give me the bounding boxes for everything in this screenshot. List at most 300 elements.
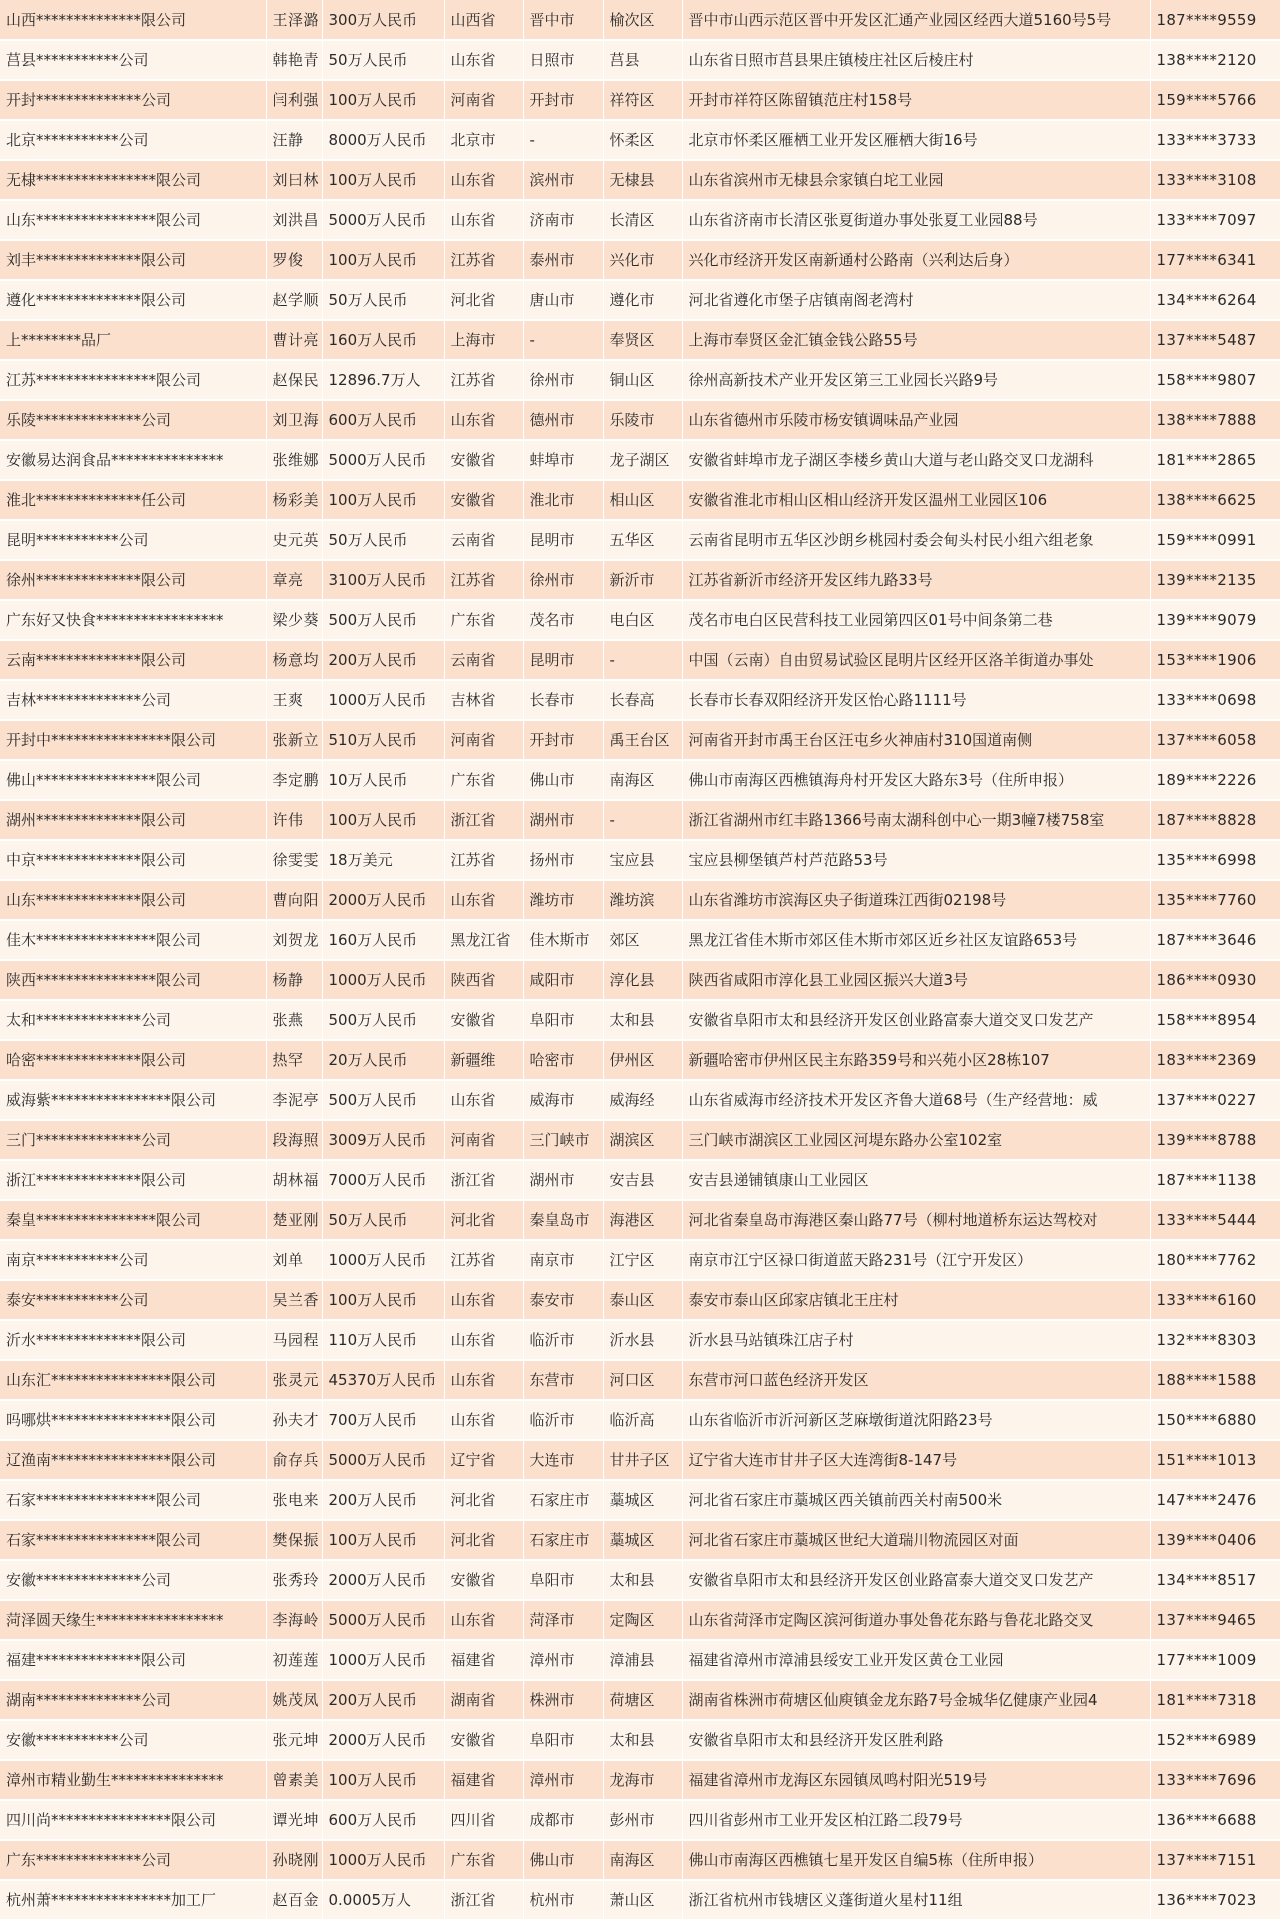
contact-name-cell[interactable]: 热罕 [266,1040,322,1080]
city-cell[interactable]: 石家庄市 [523,1520,603,1560]
company-name-cell[interactable]: 石家****************限公司 [0,1520,266,1560]
registered-capital-cell[interactable]: 160万人民币 [322,320,444,360]
address-cell[interactable]: 河北省石家庄市藁城区世纪大道瑞川物流园区对面 [682,1520,1150,1560]
phone-cell[interactable]: 137****6058 [1150,720,1280,760]
city-cell[interactable]: 昆明市 [523,640,603,680]
city-cell[interactable]: 蚌埠市 [523,440,603,480]
province-cell[interactable]: 浙江省 [444,1880,523,1920]
registered-capital-cell[interactable]: 1000万人民币 [322,1640,444,1680]
city-cell[interactable]: 泰州市 [523,240,603,280]
contact-name-cell[interactable]: 徐雯雯 [266,840,322,880]
phone-cell[interactable]: 133****3733 [1150,120,1280,160]
company-name-cell[interactable]: 江苏****************限公司 [0,360,266,400]
phone-cell[interactable]: 134****6264 [1150,280,1280,320]
district-cell[interactable]: 龙海市 [603,1760,682,1800]
address-cell[interactable]: 开封市祥符区陈留镇范庄村158号 [682,80,1150,120]
address-cell[interactable]: 晋中市山西示范区晋中开发区汇通产业园区经西大道5160号5号 [682,0,1150,40]
phone-cell[interactable]: 186****0930 [1150,960,1280,1000]
phone-cell[interactable]: 134****8517 [1150,1560,1280,1600]
city-cell[interactable]: 哈密市 [523,1040,603,1080]
registered-capital-cell[interactable]: 1000万人民币 [322,1240,444,1280]
district-cell[interactable]: 沂水县 [603,1320,682,1360]
contact-name-cell[interactable]: 李海岭 [266,1600,322,1640]
district-cell[interactable]: 荷塘区 [603,1680,682,1720]
address-cell[interactable]: 黑龙江省佳木斯市郊区佳木斯市郊区近乡社区友谊路653号 [682,920,1150,960]
address-cell[interactable]: 山东省德州市乐陵市杨安镇调味品产业园 [682,400,1150,440]
phone-cell[interactable]: 139****2135 [1150,560,1280,600]
district-cell[interactable]: 定陶区 [603,1600,682,1640]
city-cell[interactable]: 湖州市 [523,1160,603,1200]
city-cell[interactable]: 泰安市 [523,1280,603,1320]
address-cell[interactable]: 山东省威海市经济技术开发区齐鲁大道68号（生产经营地：威 [682,1080,1150,1120]
contact-name-cell[interactable]: 孙夫才 [266,1400,322,1440]
contact-name-cell[interactable]: 孙晓刚 [266,1840,322,1880]
registered-capital-cell[interactable]: 5000万人民币 [322,200,444,240]
province-cell[interactable]: 山东省 [444,1080,523,1120]
phone-cell[interactable]: 137****0227 [1150,1080,1280,1120]
address-cell[interactable]: 中国（云南）自由贸易试验区昆明片区经开区洛羊街道办事处 [682,640,1150,680]
province-cell[interactable]: 辽宁省 [444,1440,523,1480]
address-cell[interactable]: 河南省开封市禹王台区汪屯乡火神庙村310国道南侧 [682,720,1150,760]
city-cell[interactable]: 佛山市 [523,760,603,800]
province-cell[interactable]: 安徽省 [444,480,523,520]
district-cell[interactable]: 南海区 [603,760,682,800]
registered-capital-cell[interactable]: 500万人民币 [322,1000,444,1040]
address-cell[interactable]: 云南省昆明市五华区沙朗乡桃园村委会甸头村民小组六组老象 [682,520,1150,560]
contact-name-cell[interactable]: 张燕 [266,1000,322,1040]
province-cell[interactable]: 河北省 [444,280,523,320]
registered-capital-cell[interactable]: 20万人民币 [322,1040,444,1080]
province-cell[interactable]: 山东省 [444,1600,523,1640]
company-name-cell[interactable]: 山东****************限公司 [0,200,266,240]
contact-name-cell[interactable]: 刘单 [266,1240,322,1280]
city-cell[interactable]: 杭州市 [523,1880,603,1920]
district-cell[interactable]: 新沂市 [603,560,682,600]
phone-cell[interactable]: 183****2369 [1150,1040,1280,1080]
city-cell[interactable]: 德州市 [523,400,603,440]
province-cell[interactable]: 浙江省 [444,800,523,840]
contact-name-cell[interactable]: 姚茂凤 [266,1680,322,1720]
district-cell[interactable]: 宝应县 [603,840,682,880]
registered-capital-cell[interactable]: 2000万人民币 [322,880,444,920]
district-cell[interactable]: 泰山区 [603,1280,682,1320]
city-cell[interactable]: 潍坊市 [523,880,603,920]
district-cell[interactable]: 萧山区 [603,1880,682,1920]
phone-cell[interactable]: 133****7696 [1150,1760,1280,1800]
city-cell[interactable]: 漳州市 [523,1760,603,1800]
address-cell[interactable]: 福建省漳州市漳浦县绥安工业开发区黄仓工业园 [682,1640,1150,1680]
district-cell[interactable]: 漳浦县 [603,1640,682,1680]
registered-capital-cell[interactable]: 2000万人民币 [322,1560,444,1600]
contact-name-cell[interactable]: 杨静 [266,960,322,1000]
registered-capital-cell[interactable]: 200万人民币 [322,1480,444,1520]
province-cell[interactable]: 安徽省 [444,440,523,480]
contact-name-cell[interactable]: 俞存兵 [266,1440,322,1480]
city-cell[interactable]: 佛山市 [523,1840,603,1880]
contact-name-cell[interactable]: 赵百金 [266,1880,322,1920]
province-cell[interactable]: 四川省 [444,1800,523,1840]
address-cell[interactable]: 湖南省株洲市荷塘区仙庾镇金龙东路7号金城华亿健康产业园4 [682,1680,1150,1720]
district-cell[interactable]: 江宁区 [603,1240,682,1280]
phone-cell[interactable]: 133****5444 [1150,1200,1280,1240]
address-cell[interactable]: 山东省滨州市无棣县佘家镇白坨工业园 [682,160,1150,200]
registered-capital-cell[interactable]: 5000万人民币 [322,440,444,480]
registered-capital-cell[interactable]: 5000万人民币 [322,1600,444,1640]
district-cell[interactable]: 兴化市 [603,240,682,280]
district-cell[interactable]: 五华区 [603,520,682,560]
province-cell[interactable]: 山东省 [444,400,523,440]
registered-capital-cell[interactable]: 5000万人民币 [322,1440,444,1480]
contact-name-cell[interactable]: 张元坤 [266,1720,322,1760]
registered-capital-cell[interactable]: 1000万人民币 [322,960,444,1000]
company-name-cell[interactable]: 漳州市精业勤生*************** [0,1760,266,1800]
company-name-cell[interactable]: 三门**************公司 [0,1120,266,1160]
address-cell[interactable]: 安徽省阜阳市太和县经济开发区创业路富泰大道交叉口发艺产 [682,1560,1150,1600]
company-name-cell[interactable]: 莒县***********公司 [0,40,266,80]
address-cell[interactable]: 四川省彭州市工业开发区柏江路二段79号 [682,1800,1150,1840]
phone-cell[interactable]: 152****6989 [1150,1720,1280,1760]
contact-name-cell[interactable]: 樊保振 [266,1520,322,1560]
province-cell[interactable]: 黑龙江省 [444,920,523,960]
registered-capital-cell[interactable]: 110万人民币 [322,1320,444,1360]
company-name-cell[interactable]: 山东**************限公司 [0,880,266,920]
company-name-cell[interactable]: 陕西****************限公司 [0,960,266,1000]
province-cell[interactable]: 山西省 [444,0,523,40]
province-cell[interactable]: 山东省 [444,1360,523,1400]
address-cell[interactable]: 佛山市南海区西樵镇海舟村开发区大路东3号（住所申报） [682,760,1150,800]
address-cell[interactable]: 河北省秦皇岛市海港区秦山路77号（柳村地道桥东运达驾校对 [682,1200,1150,1240]
contact-name-cell[interactable]: 赵学顺 [266,280,322,320]
phone-cell[interactable]: 135****6998 [1150,840,1280,880]
address-cell[interactable]: 安徽省阜阳市太和县经济开发区创业路富泰大道交叉口发艺产 [682,1000,1150,1040]
city-cell[interactable]: 大连市 [523,1440,603,1480]
phone-cell[interactable]: 133****6160 [1150,1280,1280,1320]
phone-cell[interactable]: 133****7097 [1150,200,1280,240]
address-cell[interactable]: 陕西省咸阳市淳化县工业园区振兴大道3号 [682,960,1150,1000]
district-cell[interactable]: 安吉县 [603,1160,682,1200]
phone-cell[interactable]: 177****6341 [1150,240,1280,280]
company-name-cell[interactable]: 安徽***********公司 [0,1720,266,1760]
province-cell[interactable]: 陕西省 [444,960,523,1000]
district-cell[interactable]: 怀柔区 [603,120,682,160]
contact-name-cell[interactable]: 杨意均 [266,640,322,680]
province-cell[interactable]: 河南省 [444,720,523,760]
phone-cell[interactable]: 159****5766 [1150,80,1280,120]
province-cell[interactable]: 山东省 [444,1280,523,1320]
city-cell[interactable]: 临沂市 [523,1320,603,1360]
province-cell[interactable]: 广东省 [444,760,523,800]
province-cell[interactable]: 江苏省 [444,560,523,600]
province-cell[interactable]: 广东省 [444,600,523,640]
phone-cell[interactable]: 153****1906 [1150,640,1280,680]
address-cell[interactable]: 安徽省阜阳市太和县经济开发区胜利路 [682,1720,1150,1760]
district-cell[interactable]: 湖滨区 [603,1120,682,1160]
contact-name-cell[interactable]: 刘卫海 [266,400,322,440]
company-name-cell[interactable]: 秦皇****************限公司 [0,1200,266,1240]
city-cell[interactable]: 威海市 [523,1080,603,1120]
phone-cell[interactable]: 138****2120 [1150,40,1280,80]
address-cell[interactable]: 沂水县马站镇珠江店子村 [682,1320,1150,1360]
address-cell[interactable]: 安徽省淮北市相山区相山经济开发区温州工业园区106 [682,480,1150,520]
city-cell[interactable]: 三门峡市 [523,1120,603,1160]
address-cell[interactable]: 茂名市电白区民营科技工业园第四区01号中间条第二巷 [682,600,1150,640]
company-name-cell[interactable]: 广东好又快食***************** [0,600,266,640]
contact-name-cell[interactable]: 刘洪昌 [266,200,322,240]
phone-cell[interactable]: 139****0406 [1150,1520,1280,1560]
city-cell[interactable]: 南京市 [523,1240,603,1280]
phone-cell[interactable]: 188****1588 [1150,1360,1280,1400]
address-cell[interactable]: 三门峡市湖滨区工业园区河堤东路办公室102室 [682,1120,1150,1160]
province-cell[interactable]: 江苏省 [444,360,523,400]
address-cell[interactable]: 山东省潍坊市滨海区央子街道珠江西街02198号 [682,880,1150,920]
registered-capital-cell[interactable]: 100万人民币 [322,80,444,120]
city-cell[interactable]: 唐山市 [523,280,603,320]
company-name-cell[interactable]: 淮北**************任公司 [0,480,266,520]
address-cell[interactable]: 南京市江宁区禄口街道蓝天路231号（江宁开发区） [682,1240,1150,1280]
registered-capital-cell[interactable]: 160万人民币 [322,920,444,960]
province-cell[interactable]: 安徽省 [444,1720,523,1760]
city-cell[interactable]: 株洲市 [523,1680,603,1720]
contact-name-cell[interactable]: 韩艳青 [266,40,322,80]
district-cell[interactable]: 禹王台区 [603,720,682,760]
phone-cell[interactable]: 139****8788 [1150,1120,1280,1160]
phone-cell[interactable]: 151****1013 [1150,1440,1280,1480]
district-cell[interactable]: 长清区 [603,200,682,240]
phone-cell[interactable]: 177****1009 [1150,1640,1280,1680]
city-cell[interactable]: 咸阳市 [523,960,603,1000]
city-cell[interactable]: 阜阳市 [523,1000,603,1040]
address-cell[interactable]: 上海市奉贤区金汇镇金钱公路55号 [682,320,1150,360]
district-cell[interactable]: 电白区 [603,600,682,640]
registered-capital-cell[interactable]: 50万人民币 [322,1200,444,1240]
city-cell[interactable]: 徐州市 [523,560,603,600]
province-cell[interactable]: 江苏省 [444,240,523,280]
contact-name-cell[interactable]: 初莲莲 [266,1640,322,1680]
city-cell[interactable]: 淮北市 [523,480,603,520]
address-cell[interactable]: 河北省遵化市堡子店镇南阁老湾村 [682,280,1150,320]
company-name-cell[interactable]: 安徽易达润食品*************** [0,440,266,480]
contact-name-cell[interactable]: 汪静 [266,120,322,160]
contact-name-cell[interactable]: 闫利强 [266,80,322,120]
phone-cell[interactable]: 147****2476 [1150,1480,1280,1520]
city-cell[interactable]: 漳州市 [523,1640,603,1680]
city-cell[interactable]: 秦皇岛市 [523,1200,603,1240]
contact-name-cell[interactable]: 张灵元 [266,1360,322,1400]
contact-name-cell[interactable]: 许伟 [266,800,322,840]
registered-capital-cell[interactable]: 8000万人民币 [322,120,444,160]
contact-name-cell[interactable]: 张秀玲 [266,1560,322,1600]
registered-capital-cell[interactable]: 50万人民币 [322,40,444,80]
address-cell[interactable]: 泰安市泰山区邱家店镇北王庄村 [682,1280,1150,1320]
contact-name-cell[interactable]: 吴兰香 [266,1280,322,1320]
company-name-cell[interactable]: 佛山****************限公司 [0,760,266,800]
registered-capital-cell[interactable]: 1000万人民币 [322,680,444,720]
city-cell[interactable]: 滨州市 [523,160,603,200]
contact-name-cell[interactable]: 王泽潞 [266,0,322,40]
city-cell[interactable]: 佳木斯市 [523,920,603,960]
registered-capital-cell[interactable]: 1000万人民币 [322,1840,444,1880]
company-name-cell[interactable]: 吉林**************公司 [0,680,266,720]
city-cell[interactable]: 济南市 [523,200,603,240]
province-cell[interactable]: 湖南省 [444,1680,523,1720]
address-cell[interactable]: 北京市怀柔区雁栖工业开发区雁栖大街16号 [682,120,1150,160]
contact-name-cell[interactable]: 史元英 [266,520,322,560]
phone-cell[interactable]: 137****9465 [1150,1600,1280,1640]
contact-name-cell[interactable]: 谭光坤 [266,1800,322,1840]
contact-name-cell[interactable]: 张电来 [266,1480,322,1520]
city-cell[interactable]: 昆明市 [523,520,603,560]
company-name-cell[interactable]: 安徽**************公司 [0,1560,266,1600]
province-cell[interactable]: 新疆维 [444,1040,523,1080]
phone-cell[interactable]: 187****9559 [1150,0,1280,40]
province-cell[interactable]: 山东省 [444,40,523,80]
contact-name-cell[interactable]: 马园程 [266,1320,322,1360]
city-cell[interactable]: 阜阳市 [523,1720,603,1760]
province-cell[interactable]: 广东省 [444,1840,523,1880]
company-name-cell[interactable]: 四川尚****************限公司 [0,1800,266,1840]
district-cell[interactable]: 甘井子区 [603,1440,682,1480]
company-name-cell[interactable]: 刘丰**************限公司 [0,240,266,280]
phone-cell[interactable]: 187****3646 [1150,920,1280,960]
contact-name-cell[interactable]: 楚亚刚 [266,1200,322,1240]
phone-cell[interactable]: 137****5487 [1150,320,1280,360]
district-cell[interactable]: 祥符区 [603,80,682,120]
registered-capital-cell[interactable]: 500万人民币 [322,1080,444,1120]
company-name-cell[interactable]: 开封中****************限公司 [0,720,266,760]
district-cell[interactable]: 藁城区 [603,1480,682,1520]
address-cell[interactable]: 山东省菏泽市定陶区滨河街道办事处鲁花东路与鲁花北路交叉 [682,1600,1150,1640]
registered-capital-cell[interactable]: 18万美元 [322,840,444,880]
company-name-cell[interactable]: 湖南**************公司 [0,1680,266,1720]
city-cell[interactable]: 扬州市 [523,840,603,880]
registered-capital-cell[interactable]: 50万人民币 [322,520,444,560]
phone-cell[interactable]: 180****7762 [1150,1240,1280,1280]
phone-cell[interactable]: 138****7888 [1150,400,1280,440]
district-cell[interactable]: 龙子湖区 [603,440,682,480]
district-cell[interactable]: 淳化县 [603,960,682,1000]
city-cell[interactable]: 开封市 [523,720,603,760]
contact-name-cell[interactable]: 曹计亮 [266,320,322,360]
address-cell[interactable]: 福建省漳州市龙海区东园镇凤鸣村阳光519号 [682,1760,1150,1800]
province-cell[interactable]: 山东省 [444,200,523,240]
registered-capital-cell[interactable]: 50万人民币 [322,280,444,320]
phone-cell[interactable]: 136****7023 [1150,1880,1280,1920]
province-cell[interactable]: 福建省 [444,1760,523,1800]
district-cell[interactable]: 彭州市 [603,1800,682,1840]
contact-name-cell[interactable]: 张维娜 [266,440,322,480]
city-cell[interactable]: 成都市 [523,1800,603,1840]
registered-capital-cell[interactable]: 500万人民币 [322,600,444,640]
province-cell[interactable]: 河北省 [444,1480,523,1520]
address-cell[interactable]: 山东省临沂市沂河新区芝麻墩街道沈阳路23号 [682,1400,1150,1440]
province-cell[interactable]: 云南省 [444,640,523,680]
registered-capital-cell[interactable]: 2000万人民币 [322,1720,444,1760]
district-cell[interactable]: 无棣县 [603,160,682,200]
district-cell[interactable]: 乐陵市 [603,400,682,440]
province-cell[interactable]: 山东省 [444,880,523,920]
registered-capital-cell[interactable]: 100万人民币 [322,1520,444,1560]
city-cell[interactable]: 晋中市 [523,0,603,40]
district-cell[interactable]: 榆次区 [603,0,682,40]
phone-cell[interactable]: 133****0698 [1150,680,1280,720]
registered-capital-cell[interactable]: 300万人民币 [322,0,444,40]
province-cell[interactable]: 安徽省 [444,1000,523,1040]
address-cell[interactable]: 新疆哈密市伊州区民主东路359号和兴苑小区28栋107 [682,1040,1150,1080]
contact-name-cell[interactable]: 李泥亭 [266,1080,322,1120]
company-name-cell[interactable]: 吗哪烘****************限公司 [0,1400,266,1440]
phone-cell[interactable]: 138****6625 [1150,480,1280,520]
company-name-cell[interactable]: 佳木****************限公司 [0,920,266,960]
phone-cell[interactable]: 136****6688 [1150,1800,1280,1840]
phone-cell[interactable]: 159****0991 [1150,520,1280,560]
company-name-cell[interactable]: 山西**************限公司 [0,0,266,40]
company-name-cell[interactable]: 徐州**************限公司 [0,560,266,600]
contact-name-cell[interactable]: 刘曰林 [266,160,322,200]
phone-cell[interactable]: 139****9079 [1150,600,1280,640]
registered-capital-cell[interactable]: 3100万人民币 [322,560,444,600]
contact-name-cell[interactable]: 李定鹏 [266,760,322,800]
province-cell[interactable]: 河北省 [444,1520,523,1560]
district-cell[interactable]: 藁城区 [603,1520,682,1560]
district-cell[interactable]: 长春高 [603,680,682,720]
company-name-cell[interactable]: 石家****************限公司 [0,1480,266,1520]
province-cell[interactable]: 河南省 [444,80,523,120]
contact-name-cell[interactable]: 章亮 [266,560,322,600]
company-name-cell[interactable]: 辽渔南****************限公司 [0,1440,266,1480]
registered-capital-cell[interactable]: 510万人民币 [322,720,444,760]
registered-capital-cell[interactable]: 100万人民币 [322,160,444,200]
contact-name-cell[interactable]: 赵保民 [266,360,322,400]
address-cell[interactable]: 浙江省湖州市红丰路1366号南太湖科创中心一期3幢7楼758室 [682,800,1150,840]
company-name-cell[interactable]: 杭州萧****************加工厂 [0,1880,266,1920]
city-cell[interactable]: 临沂市 [523,1400,603,1440]
province-cell[interactable]: 福建省 [444,1640,523,1680]
district-cell[interactable]: 临沂高 [603,1400,682,1440]
registered-capital-cell[interactable]: 3009万人民币 [322,1120,444,1160]
contact-name-cell[interactable]: 胡林福 [266,1160,322,1200]
phone-cell[interactable]: 137****7151 [1150,1840,1280,1880]
address-cell[interactable]: 佛山市南海区西樵镇七星开发区自编5栋（住所申报） [682,1840,1150,1880]
registered-capital-cell[interactable]: 45370万人民币 [322,1360,444,1400]
phone-cell[interactable]: 150****6880 [1150,1400,1280,1440]
province-cell[interactable]: 安徽省 [444,1560,523,1600]
company-name-cell[interactable]: 湖州**************限公司 [0,800,266,840]
district-cell[interactable]: 太和县 [603,1720,682,1760]
company-name-cell[interactable]: 菏泽圆天缘生***************** [0,1600,266,1640]
district-cell[interactable]: 相山区 [603,480,682,520]
contact-name-cell[interactable]: 王爽 [266,680,322,720]
district-cell[interactable]: 太和县 [603,1560,682,1600]
company-name-cell[interactable]: 福建**************限公司 [0,1640,266,1680]
company-name-cell[interactable]: 威海紫****************限公司 [0,1080,266,1120]
contact-name-cell[interactable]: 曹向阳 [266,880,322,920]
district-cell[interactable]: 莒县 [603,40,682,80]
district-cell[interactable]: 威海经 [603,1080,682,1120]
company-name-cell[interactable]: 无棣****************限公司 [0,160,266,200]
registered-capital-cell[interactable]: 100万人民币 [322,480,444,520]
phone-cell[interactable]: 132****8303 [1150,1320,1280,1360]
phone-cell[interactable]: 158****9807 [1150,360,1280,400]
province-cell[interactable]: 云南省 [444,520,523,560]
company-name-cell[interactable]: 中京**************限公司 [0,840,266,880]
district-cell[interactable]: 潍坊滨 [603,880,682,920]
city-cell[interactable]: 湖州市 [523,800,603,840]
address-cell[interactable]: 长春市长春双阳经济开发区怡心路1111号 [682,680,1150,720]
company-name-cell[interactable]: 山东汇****************限公司 [0,1360,266,1400]
company-name-cell[interactable]: 上********品厂 [0,320,266,360]
company-name-cell[interactable]: 昆明***********公司 [0,520,266,560]
province-cell[interactable]: 山东省 [444,1320,523,1360]
